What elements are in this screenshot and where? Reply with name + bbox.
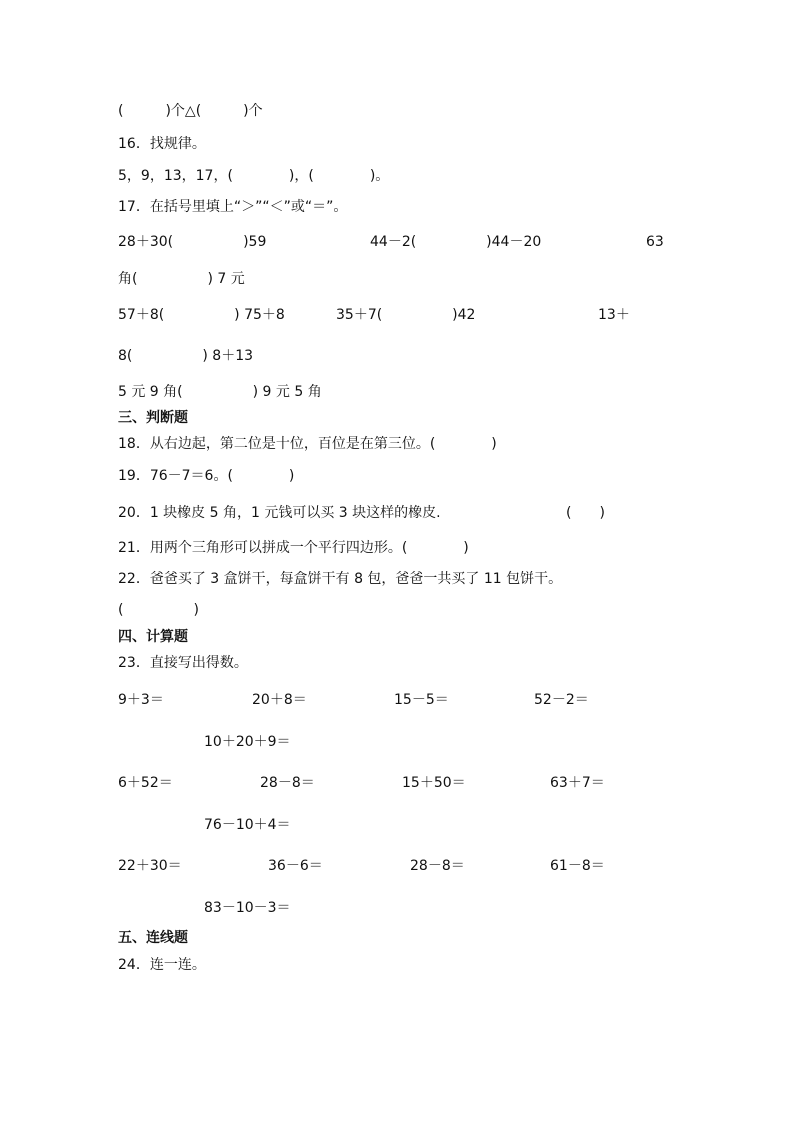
q21: 21．用两个三角形可以拼成一个平行四边形。( ) — [118, 540, 469, 556]
section-three-heading: 三、判断题 — [118, 410, 188, 426]
q17-item-f-part2: 8( ) 8＋13 — [118, 348, 254, 364]
calc-item: 28－8＝ — [260, 775, 315, 791]
q17-item-e: 35＋7( )42 — [336, 307, 476, 323]
calc-item: 52－2＝ — [534, 692, 589, 708]
q17-item-a: 28＋30( )59 — [118, 234, 267, 250]
q17-item-g: 5 元 9 角( ) 9 元 5 角 — [118, 384, 322, 400]
calc-item: 10＋20＋9＝ — [204, 734, 291, 750]
q17-item-c-part2: 角( ) 7 元 — [118, 271, 245, 287]
q17-item-f-part1: 13＋ — [598, 307, 630, 323]
calc-item: 9＋3＝ — [118, 692, 164, 708]
q22-answer-paren: ( ) — [118, 602, 199, 618]
q17-item-c-part1: 63 — [646, 234, 664, 250]
calc-item: 83－10－3＝ — [204, 900, 291, 916]
q24-title: 24．连一连。 — [118, 957, 206, 973]
calc-item: 36－6＝ — [268, 858, 323, 874]
q23-title: 23．直接写出得数。 — [118, 655, 248, 671]
calc-item: 22＋30＝ — [118, 858, 182, 874]
section-four-heading: 四、计算题 — [118, 629, 188, 645]
q17-item-b: 44－2( )44－20 — [370, 234, 542, 250]
calc-item: 6＋52＝ — [118, 775, 173, 791]
q16-sequence: 5，9，13，17，( )，( )。 — [118, 168, 390, 184]
calc-item: 15＋50＝ — [402, 775, 466, 791]
q22: 22．爸爸买了 3 盒饼干，每盒饼干有 8 包，爸爸一共买了 11 包饼干。 — [118, 571, 563, 587]
calc-item: 76－10＋4＝ — [204, 817, 291, 833]
q17-item-d: 57＋8( ) 75＋8 — [118, 307, 285, 323]
q20-answer-paren: ( ) — [566, 505, 605, 521]
section-five-heading: 五、连线题 — [118, 930, 188, 946]
calc-item: 15－5＝ — [394, 692, 449, 708]
calc-item: 63＋7＝ — [550, 775, 605, 791]
q17-title: 17．在括号里填上“＞”“＜”或“＝”。 — [118, 199, 348, 215]
q20: 20．1 块橡皮 5 角，1 元钱可以买 3 块这样的橡皮. — [118, 505, 441, 521]
q16-title: 16．找规律。 — [118, 136, 206, 152]
calc-item: 28－8＝ — [410, 858, 465, 874]
q19: 19．76－7＝6。( ) — [118, 468, 295, 484]
calc-item: 61－8＝ — [550, 858, 605, 874]
calc-item: 20＋8＝ — [252, 692, 307, 708]
q18: 18．从右边起，第二位是十位，百位是在第三位。( ) — [118, 436, 497, 452]
q15-answer-line: ( )个△( )个 — [118, 103, 263, 119]
